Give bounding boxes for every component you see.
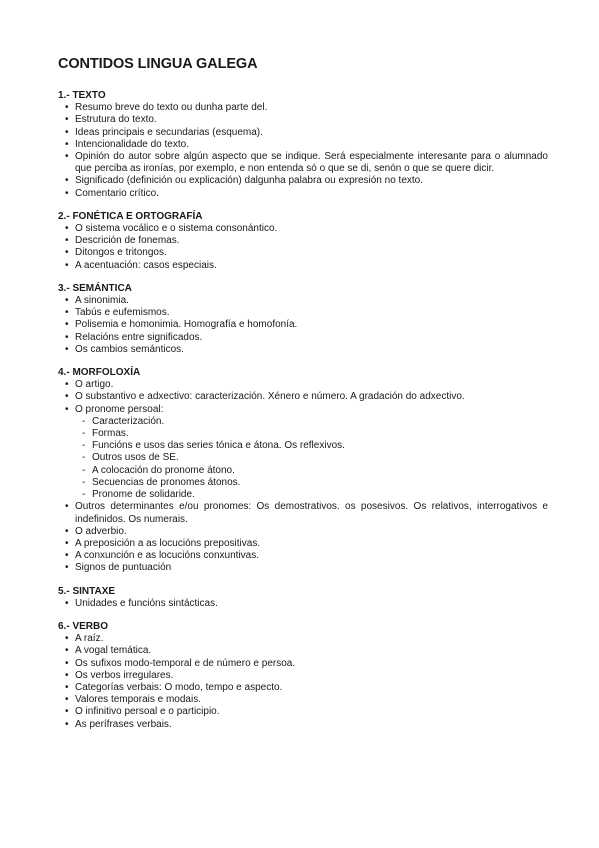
list-item: • O adverbio.	[58, 526, 548, 538]
document-page	[58, 56, 548, 742]
list-item: • A vogal temática.	[58, 645, 548, 657]
bullet-list	[58, 379, 548, 574]
list-item: • Unidades e funcións sintácticas.	[58, 598, 548, 610]
list-item: • A acentuación: casos especiais.	[58, 260, 548, 272]
sub-list-item: - Outros usos de SE.	[58, 452, 548, 464]
list-item: • Tabús e eufemismos.	[58, 307, 548, 319]
bullet-list	[58, 295, 548, 356]
list-item: • Valores temporais e modais.	[58, 694, 548, 706]
section-morfoloxia	[58, 367, 548, 574]
bullet-list	[58, 598, 548, 610]
bullet-list	[58, 633, 548, 731]
bullet-list	[58, 223, 548, 272]
list-item: • Os verbos irregulares.	[58, 670, 548, 682]
list-item: • Descrición de fonemas.	[58, 235, 548, 247]
list-item: • Estrutura do texto.	[58, 114, 548, 126]
section-heading: 4.- MORFOLOXÍA	[58, 367, 141, 379]
list-item: • Signos de puntuación	[58, 562, 548, 574]
section-heading: 1.- TEXTO	[58, 90, 106, 101]
list-item: • Intencionalidade do texto.	[58, 139, 548, 151]
list-item: • Comentario crítico.	[58, 188, 548, 200]
list-item: • Polisemia e homonimia. Homografía e homofonía.	[58, 319, 548, 331]
list-item: • A conxunción e as locucións conxuntivas.	[58, 550, 548, 562]
list-item: • Categorías verbais: O modo, tempo e aspecto.	[58, 682, 548, 694]
sub-list-item: - Secuencias de pronomes átonos.	[58, 477, 548, 489]
list-item: • Ideas principais e secundarias (esquema).	[58, 127, 548, 139]
bullet-list	[58, 102, 548, 200]
list-item: • Significado (definición ou explicación) dalgunha palabra ou expresión no texto.	[58, 175, 548, 187]
list-item: • Relacións entre significados.	[58, 332, 548, 344]
section-verbo	[58, 621, 548, 731]
list-item: • Ditongos e tritongos.	[58, 247, 548, 259]
list-item: • Os cambios semánticos.	[58, 344, 548, 356]
section-heading: 3.- SEMÁNTICA	[58, 282, 132, 294]
list-item: • Os sufixos modo-temporal e de número e persoa.	[58, 658, 548, 670]
list-item: • O pronome persoal:	[58, 404, 548, 416]
list-item: • O substantivo e adxectivo: caracterización. Xénero e número. A gradación do adxectivo.	[58, 391, 548, 403]
list-item: • O artigo.	[58, 379, 548, 391]
document-title: CONTIDOS LINGUA GALEGA	[58, 56, 258, 72]
sub-list-item: - Pronome de solidaride.	[58, 489, 548, 501]
list-item: • A raíz.	[58, 633, 548, 645]
section-heading: 5.- SINTAXE	[58, 585, 116, 597]
sub-list-item: - Formas.	[58, 428, 548, 440]
section-semantica	[58, 283, 548, 356]
section-texto	[58, 90, 548, 200]
sub-list-item: - Caracterización.	[58, 416, 548, 428]
list-item: • Resumo breve do texto ou dunha parte del.	[58, 102, 548, 114]
section-fonetica-ortografia	[58, 211, 548, 272]
sub-list-item: - A colocación do pronome átono.	[58, 465, 548, 477]
sub-list-item: - Funcións e usos das series tónica e átona. Os reflexivos.	[58, 440, 548, 452]
list-item: • As perífrases verbais.	[58, 719, 548, 731]
list-item: • A sinonimia.	[58, 295, 548, 307]
list-item: • A preposición a as locucións prepositivas.	[58, 538, 548, 550]
section-sintaxe	[58, 586, 548, 610]
list-item: • O infinitivo persoal e o participio.	[58, 706, 548, 718]
section-heading: 2.- FONÉTICA E ORTOGRAFÍA	[58, 210, 203, 222]
list-item: • O sistema vocálico e o sistema consonántico.	[58, 223, 548, 235]
list-item: • Opinión do autor sobre algún aspecto que se indique. Será especialmente interesante para o alumnado que perciba as ironías, por exemplo, e non entenda só o que se di, senón o que se quere dicir.	[58, 151, 548, 175]
section-heading: 6.- VERBO	[58, 620, 109, 632]
list-item: • Outros determinantes e/ou pronomes: Os demostrativos. os posesivos. Os relativos, interrogativos e indefinidos. Os numerais.	[58, 501, 548, 525]
